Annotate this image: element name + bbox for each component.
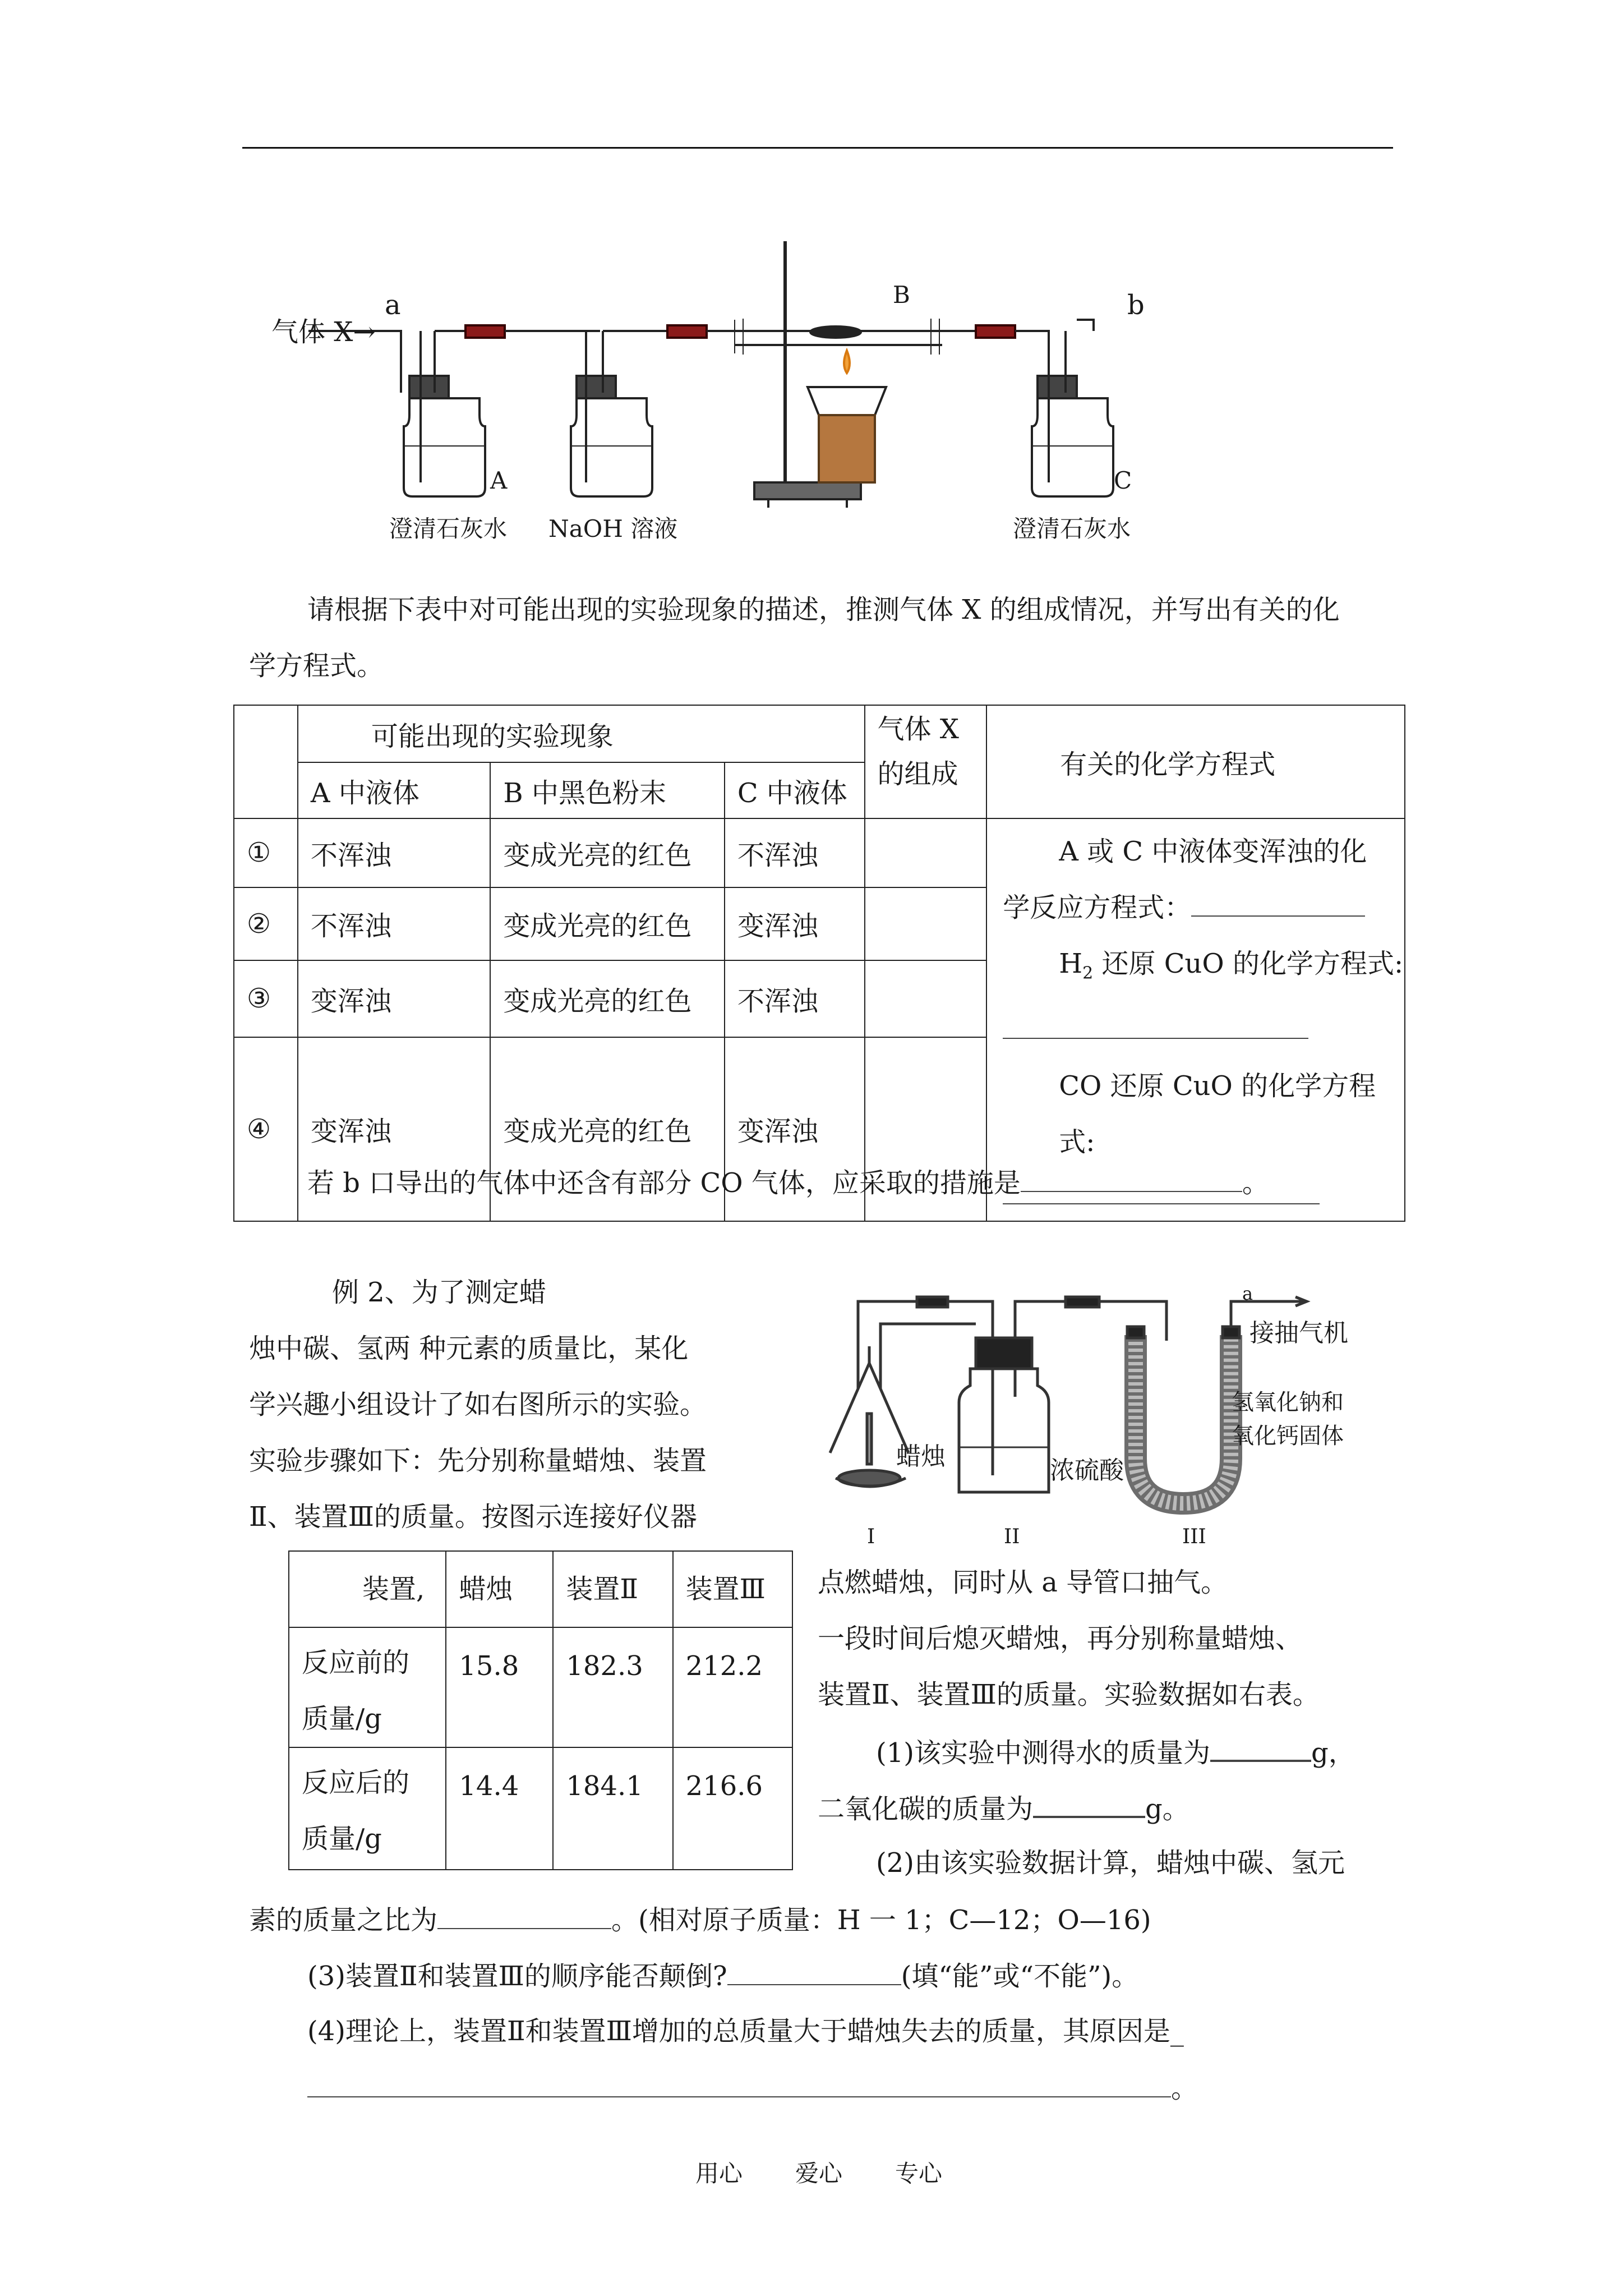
label-B: B [893, 281, 910, 309]
sub-header-C: C 中液体 [725, 762, 865, 818]
label-I: I [867, 1525, 875, 1548]
table-row: 反应后的 质量/g 14.4 184.1 216.6 [289, 1747, 792, 1870]
example2-line-2: 烛中碳、氢两 种元素的质量比，某化 [249, 1333, 689, 1364]
example2-line-5: Ⅱ、装置Ⅲ的质量。按图示连接好仪器 [249, 1501, 697, 1533]
instruction-line-1: 请根据下表中对可能出现的实验现象的描述，推测气体 X 的组成情况，并写出有关的化 [307, 594, 1340, 625]
question-4: (4)理论上，装置Ⅱ和装置Ⅲ增加的总质量大于蜡烛失去的质量，其原因是_ [307, 2016, 1184, 2047]
sub-header-B: B 中黑色粉末 [490, 762, 724, 818]
example2-right-1: 点燃蜡烛，同时从 a 导管口抽气。 [818, 1567, 1228, 1598]
solid-label-1: 氢氧化钠和 [1232, 1389, 1344, 1415]
example2-right-3: 装置Ⅱ、装置Ⅲ的质量。实验数据如右表。 [818, 1679, 1320, 1710]
question-2-line-1: (2)由该实验数据计算，蜡烛中碳、氢元 [876, 1847, 1345, 1879]
table-row: ② 不浑浊 变成光亮的红色 变浑浊 [234, 887, 1405, 960]
equation-cell: A 或 C 中液体变浑浊的化 学反应方程式： $H_2$ 还原 CuO 的化学方程式: CO 还原 CuO 的化学方程式: [986, 818, 1405, 1221]
header-gas-composition: 气体 X 的组成 [865, 705, 987, 818]
example2-line-1: 例 2、为了测定蜡 [332, 1277, 546, 1308]
bottle-A [404, 398, 485, 496]
port-a-label: a [385, 289, 401, 321]
table-row: ① 不浑浊 变成光亮的红色 不浑浊 A 或 C 中液体变浑浊的化 学反应方程式： $H_2$ 还原 CuO 的化学方程式: CO 还原 CuO 的化学方程式: [234, 818, 1405, 887]
gas-x-label: 气体 X→ [271, 316, 376, 348]
footer-text-1: 用心 [695, 2160, 743, 2187]
caption-naoh: NaOH 溶液 [548, 515, 678, 542]
caption-limewater-A: 澄清石灰水 [389, 515, 508, 542]
instruction-line-2: 学方程式。 [249, 650, 384, 682]
answer-blank[interactable] [1021, 1168, 1242, 1192]
header-rule [242, 147, 1393, 149]
measure-line: 若 b 口导出的气体中还含有部分 CO 气体，应采取的措施是 。 [307, 1167, 1269, 1199]
footer-text-2: 爱心 [795, 2160, 843, 2187]
pump-port-a: a [1242, 1283, 1253, 1304]
answer-blank-co2[interactable] [1033, 1793, 1145, 1818]
label-II: II [1004, 1525, 1020, 1548]
example2-line-4: 实验步骤如下：先分别称量蜡烛、装置 [249, 1445, 707, 1476]
answer-blank[interactable] [1191, 893, 1365, 917]
label-C: C [1114, 467, 1132, 494]
header-phenomena: 可能出现的实验现象 [298, 705, 865, 762]
acid-label: 浓硫酸 [1050, 1456, 1124, 1485]
label-III: III [1182, 1525, 1206, 1548]
answer-blank-reason[interactable] [307, 2074, 1171, 2097]
table-row: ④ 变浑浊 变成光亮的红色 变浑浊 [234, 1037, 1405, 1221]
answer-blank-order[interactable] [727, 1962, 901, 1985]
solid-label-2: 氧化钙固体 [1232, 1423, 1344, 1449]
caption-limewater-C: 澄清石灰水 [1013, 515, 1131, 542]
question-1: (1)该实验中测得水的质量为 g， [876, 1737, 1355, 1769]
bottle-C [1032, 398, 1113, 496]
answer-blank[interactable] [1003, 1015, 1308, 1039]
table-row: 反应前的 质量/g 15.8 182.3 212.2 [289, 1627, 792, 1747]
example2-line-3: 学兴趣小组设计了如右图所示的实验。 [249, 1389, 707, 1420]
example2-right-2: 一段时间后熄灭蜡烛，再分别称量蜡烛、 [818, 1623, 1303, 1654]
header-equation: 有关的化学方程式 [986, 705, 1405, 818]
question-1b: 二氧化碳的质量为 g。 [818, 1793, 1189, 1825]
label-A: A [490, 467, 508, 494]
table-row: ③ 变浑浊 变成光亮的红色 不浑浊 [234, 960, 1405, 1037]
pump-label: 接抽气机 [1249, 1319, 1348, 1347]
answer-blank-water[interactable] [1210, 1737, 1311, 1762]
bottle-NaOH [571, 398, 652, 496]
sub-header-A: A 中液体 [298, 762, 491, 818]
table-phenomena [233, 705, 1405, 1222]
question-4-answer: 。 [307, 2074, 1198, 2102]
question-2-line-2: 素的质量之比为 。(相对原子质量：H 一 1；C—12；O—16) [249, 1904, 1151, 1936]
table-mass-data: 装置, 蜡烛 装置Ⅱ 装置Ⅲ 反应前的 质量/g 15.8 182.3 212.2 反应后的 质量/g 14.4 184.1 216.6 [288, 1550, 793, 1870]
footer-text-3: 专心 [895, 2160, 943, 2187]
port-b-label: b [1127, 289, 1145, 321]
question-3: (3)装置Ⅱ和装置Ⅲ的顺序能否颠倒? (填“能”或“不能”)。 [307, 1961, 1139, 1992]
answer-blank-ratio[interactable] [437, 1906, 611, 1929]
candle-label: 蜡烛 [896, 1442, 946, 1471]
